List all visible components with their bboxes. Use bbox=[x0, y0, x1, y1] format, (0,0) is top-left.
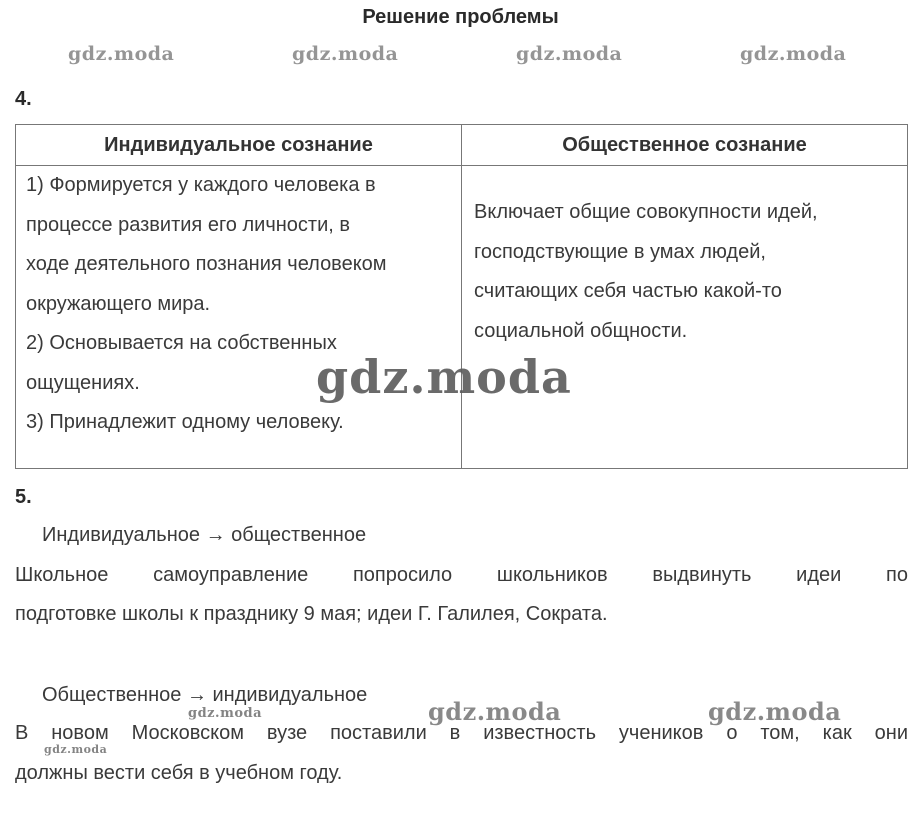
watermark: gdz.moda bbox=[44, 743, 108, 756]
watermark-large: gdz.moda bbox=[316, 350, 572, 404]
header-social: Общественное сознание bbox=[462, 125, 908, 166]
cell-line: 2) Основывается на собственных bbox=[26, 332, 337, 354]
page-heading: Решение проблемы bbox=[362, 6, 559, 28]
task-4-number: 4. bbox=[15, 88, 32, 110]
watermark: gdz.moda bbox=[516, 43, 623, 65]
part2-line: В новом Московском вузе поставили в известность учеников о том, как они bbox=[15, 722, 908, 744]
watermark: gdz.moda bbox=[428, 697, 562, 726]
cell-line: окружающего мира. bbox=[26, 292, 211, 315]
cell-line: ходе деятельного познания человеком bbox=[26, 253, 387, 275]
part1-line: Школьное самоуправление попросило школьников выдвинуть идеи по bbox=[15, 564, 908, 586]
cell-line: социальной общности. bbox=[474, 319, 688, 342]
part1-title: Индивидуальное → общественное bbox=[42, 524, 367, 546]
cell-line: 3) Принадлежит одному человеку. bbox=[26, 411, 344, 433]
watermark: gdz.moda bbox=[708, 697, 842, 726]
comparison-table bbox=[15, 124, 908, 469]
cell-line: ощущениях. bbox=[26, 371, 140, 394]
watermark: gdz.moda bbox=[740, 43, 847, 65]
part2-line: должны вести себя в учебном году. bbox=[15, 762, 343, 784]
cell-line: Включает общие совокупности идей, bbox=[474, 201, 818, 223]
cell-line: 1) Формируется у каждого человека в bbox=[26, 174, 376, 196]
header-individual: Индивидуальное сознание bbox=[16, 125, 462, 166]
watermark: gdz.moda bbox=[68, 43, 175, 65]
individual-cell bbox=[16, 166, 462, 469]
social-cell bbox=[462, 166, 908, 469]
part1-line: подготовке школы к празднику 9 мая; идеи Г. Галилея, Сократа. bbox=[15, 603, 608, 625]
task-5-number: 5. bbox=[15, 486, 32, 508]
cell-line: господствующие в умах людей, bbox=[474, 240, 766, 263]
watermark: gdz.moda bbox=[188, 706, 263, 721]
cell-line: процессе развития его личности, в bbox=[26, 213, 350, 236]
part2-title: Общественное → индивидуальное bbox=[42, 684, 368, 706]
cell-line: считающих себя частью какой-то bbox=[474, 280, 782, 302]
watermark: gdz.moda bbox=[292, 43, 399, 65]
table-row bbox=[16, 166, 908, 469]
table-header-row bbox=[16, 125, 908, 166]
